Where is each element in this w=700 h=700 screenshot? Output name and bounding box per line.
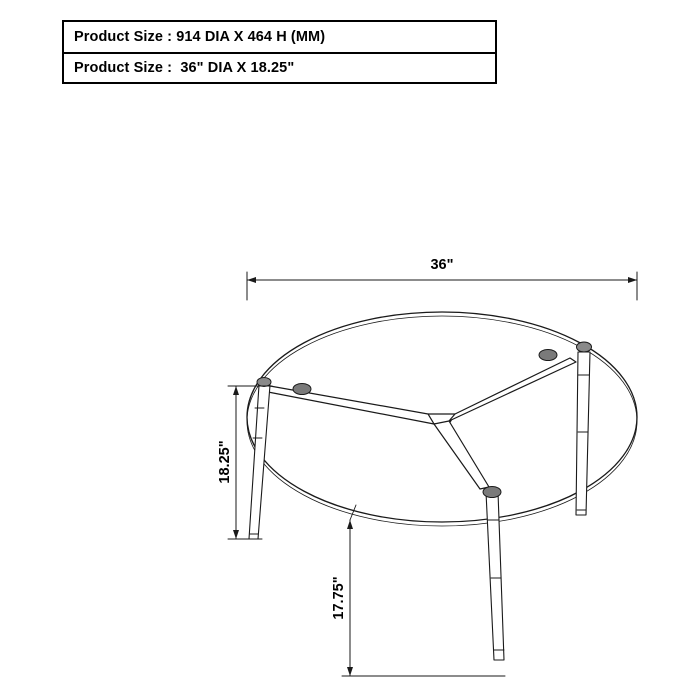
clearance-dimension-label: 17.75" [331,576,347,620]
product-size-imperial-label: Product Size : 36" DIA X 18.25" [74,60,295,76]
width-dimension [247,272,637,300]
clearance-dimension [342,505,505,676]
width-dimension-label: 36" [430,257,454,273]
product-size-metric-label: Product Size : 914 DIA X 464 H (MM) [74,29,326,45]
height-dimension-label: 18.25" [217,440,233,484]
